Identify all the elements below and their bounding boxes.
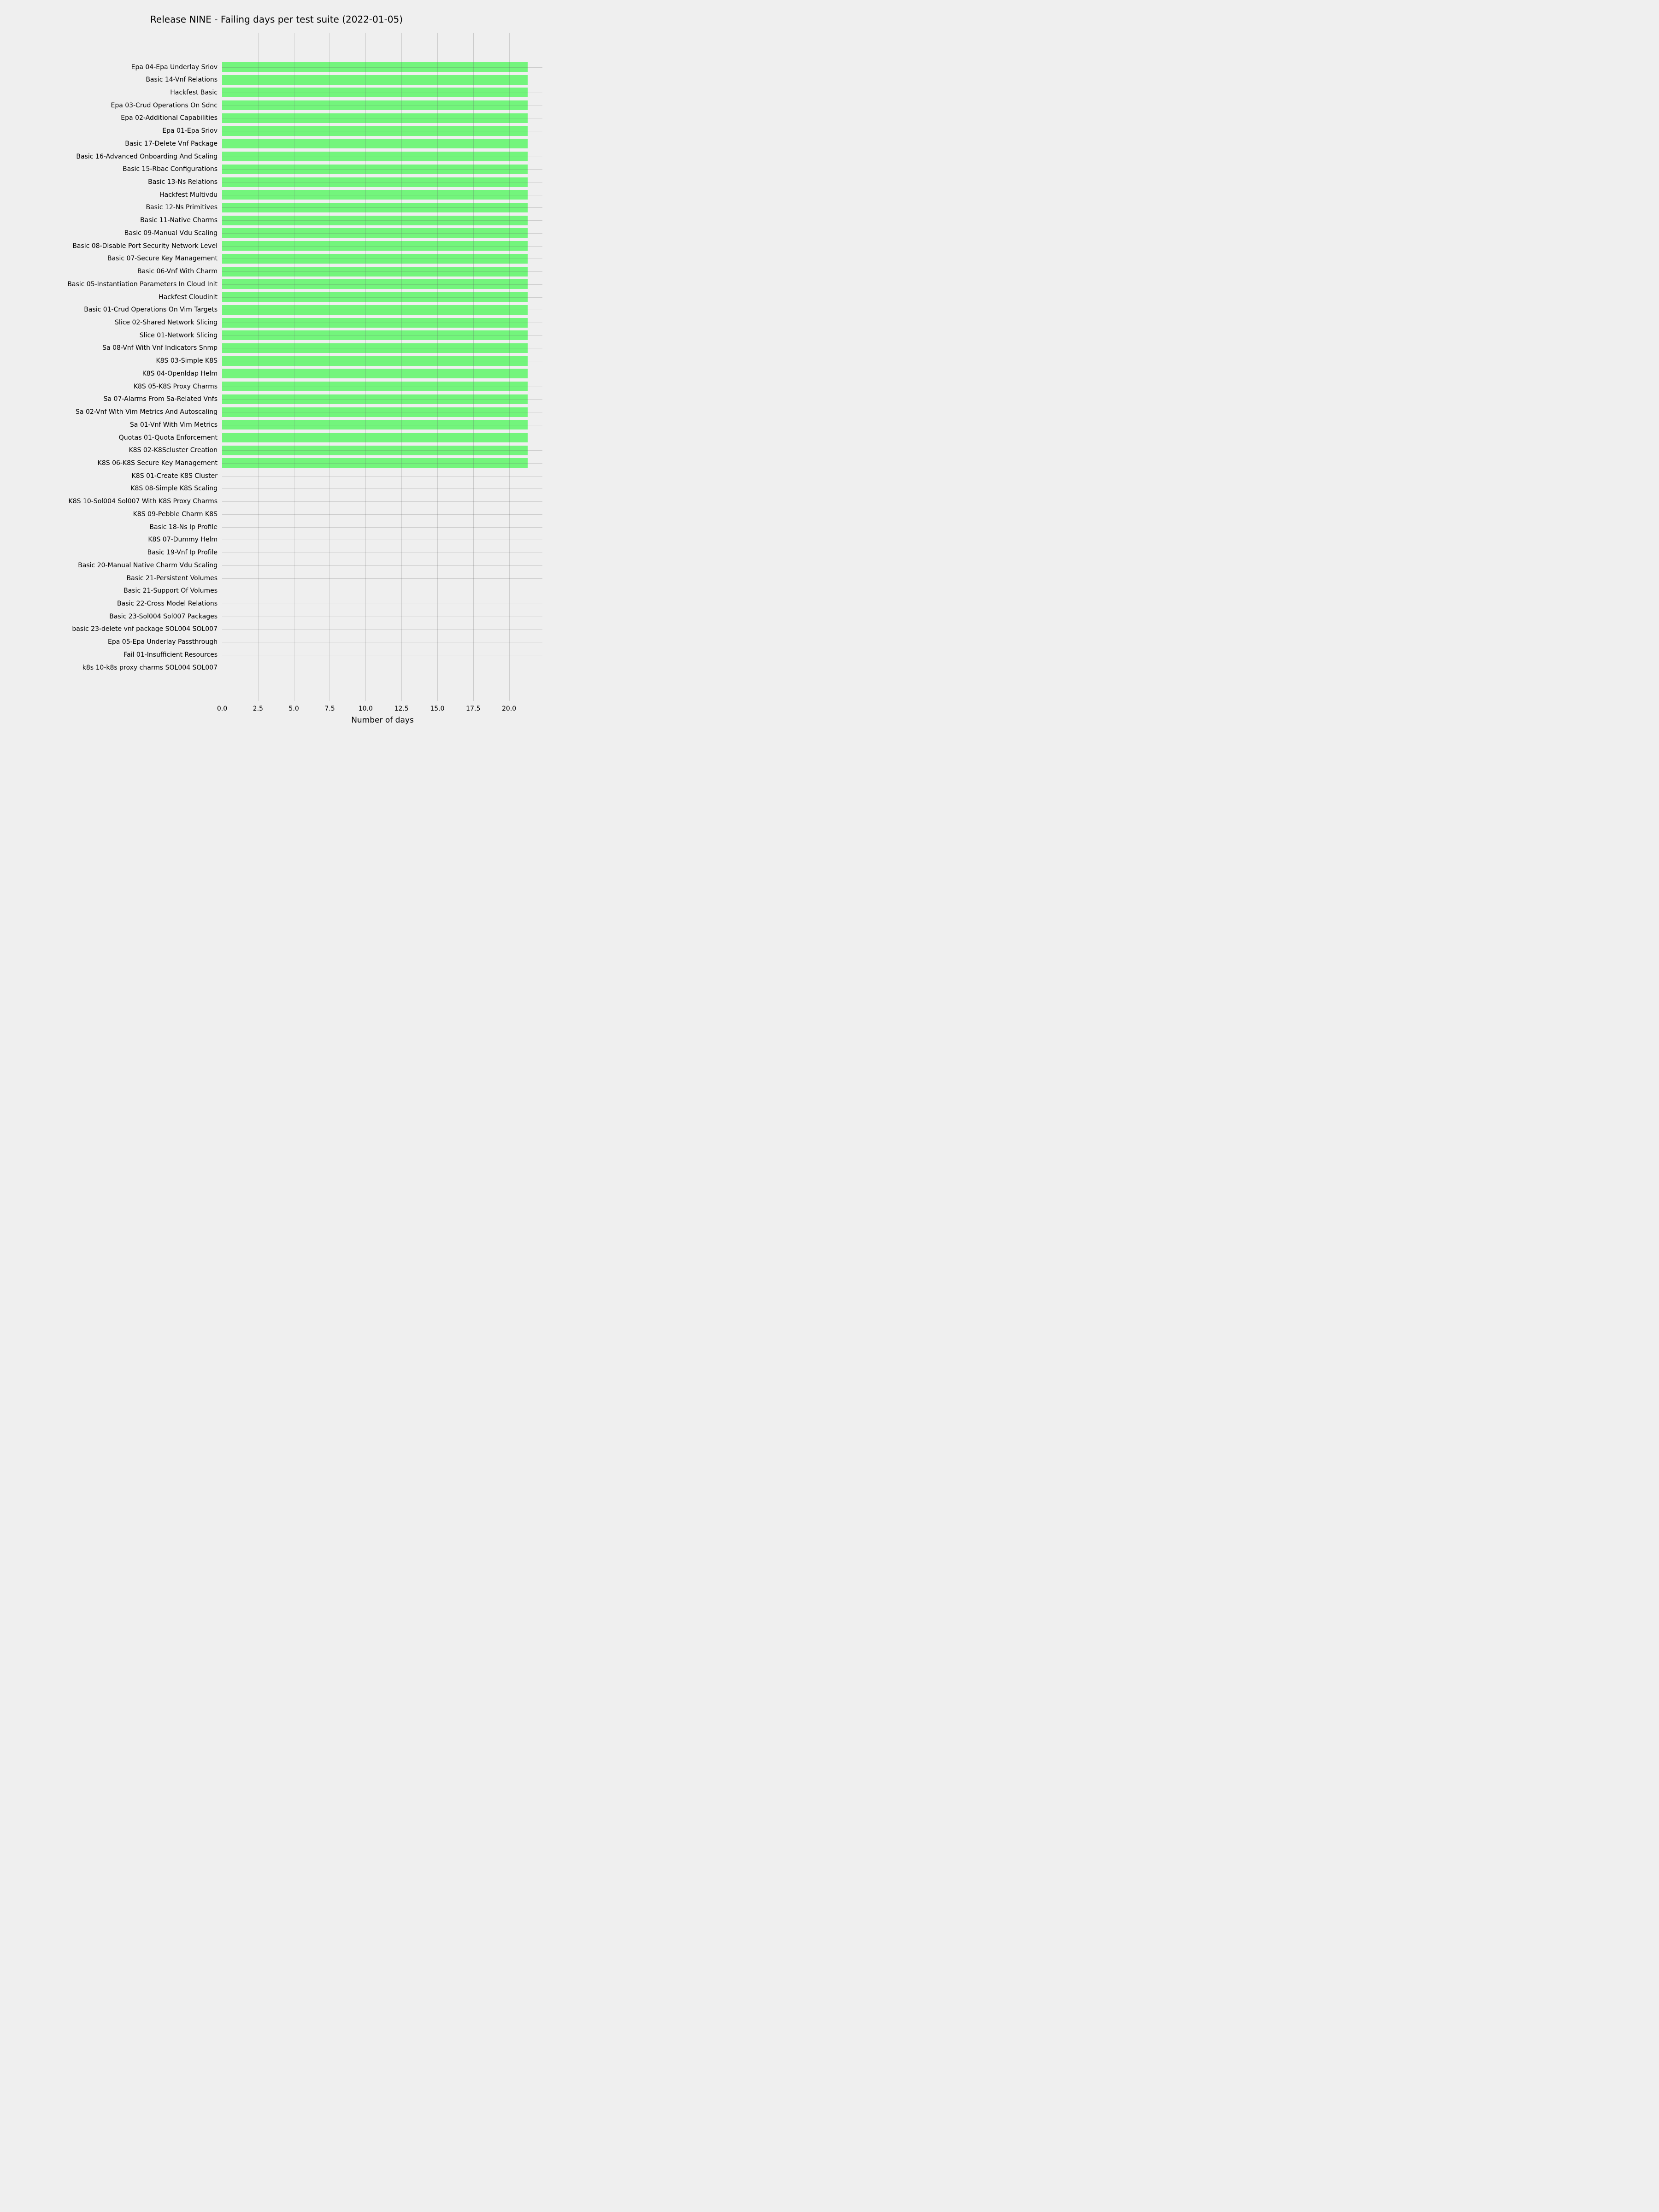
y-tick-label: k8s 10-k8s proxy charms SOL004 SOL007 — [82, 664, 218, 671]
y-gridline — [222, 207, 542, 208]
y-tick-label: K8S 04-Openldap Helm — [142, 370, 218, 377]
y-gridline — [222, 284, 542, 285]
y-tick-label: Basic 07-Secure Key Management — [107, 255, 218, 263]
y-tick-label: K8S 06-K8S Secure Key Management — [97, 459, 218, 467]
x-gridline-17.5 — [473, 33, 474, 701]
x-tick-label: 20.0 — [502, 705, 517, 712]
x-gridline-12.5 — [401, 33, 402, 701]
y-tick-label: Basic 17-Delete Vnf Package — [125, 140, 218, 147]
x-tick-label: 17.5 — [466, 705, 481, 712]
x-tick-label: 5.0 — [288, 705, 299, 712]
y-tick-label: Basic 21-Persistent Volumes — [126, 574, 218, 582]
y-tick-label: Epa 03-Crud Operations On Sdnc — [111, 101, 218, 109]
y-tick-label: Sa 08-Vnf With Vnf Indicators Snmp — [102, 344, 218, 352]
x-gridline-15.0 — [437, 33, 438, 701]
y-gridline — [222, 514, 542, 515]
y-tick-label: Quotas 01-Quota Enforcement — [118, 434, 218, 441]
y-tick-label: Sa 02-Vnf With Vim Metrics And Autoscaling — [76, 408, 218, 416]
y-tick-label: Slice 01-Network Slicing — [139, 331, 218, 339]
x-gridline-7.5 — [329, 33, 330, 701]
y-tick-label: Hackfest Cloudinit — [159, 293, 218, 301]
y-tick-label: Basic 08-Disable Port Security Network Level — [72, 242, 218, 250]
y-gridline — [222, 501, 542, 502]
y-tick-label: K8S 10-Sol004 Sol007 With K8S Proxy Charms — [68, 498, 218, 506]
y-tick-label: Epa 05-Epa Underlay Passthrough — [108, 638, 218, 646]
y-gridline — [222, 335, 542, 336]
y-tick-label: K8S 02-K8Scluster Creation — [129, 447, 218, 454]
y-gridline — [222, 271, 542, 272]
y-tick-label: Basic 12-Ns Primitives — [146, 204, 218, 212]
y-tick-label: Epa 02-Additional Capabilities — [121, 114, 218, 122]
y-gridline — [222, 527, 542, 528]
y-tick-label: Basic 09-Manual Vdu Scaling — [124, 229, 218, 237]
y-gridline — [222, 488, 542, 489]
y-gridline — [222, 476, 542, 477]
y-tick-label: Basic 14-Vnf Relations — [146, 76, 218, 84]
y-tick-label: Sa 01-Vnf With Vim Metrics — [129, 421, 218, 429]
y-gridline — [222, 450, 542, 451]
y-tick-label: Basic 18-Ns Ip Profile — [149, 523, 218, 531]
y-gridline — [222, 463, 542, 464]
y-tick-label: Basic 11-Native Charms — [140, 217, 218, 224]
y-tick-label: Basic 21-Support Of Volumes — [124, 587, 218, 595]
y-tick-label: Basic 05-Instantiation Parameters In Cloud Init — [67, 280, 218, 288]
x-tick-label: 10.0 — [358, 705, 373, 712]
y-gridline — [222, 578, 542, 579]
x-tick-label: 2.5 — [253, 705, 263, 712]
y-tick-label: Hackfest Basic — [170, 88, 218, 96]
y-tick-label: Basic 20-Manual Native Charm Vdu Scaling — [78, 561, 218, 569]
x-tick-label: 12.5 — [394, 705, 409, 712]
y-tick-label: Basic 23-Sol004 Sol007 Packages — [109, 612, 218, 620]
y-tick-label: Hackfest Multivdu — [159, 191, 218, 199]
y-gridline — [222, 565, 542, 566]
y-tick-label: Basic 22-Cross Model Relations — [117, 600, 218, 607]
y-tick-label: Basic 16-Advanced Onboarding And Scaling — [76, 153, 218, 160]
y-gridline — [222, 297, 542, 298]
y-gridline — [222, 169, 542, 170]
chart-title: Release NINE - Failing days per test suite (2022-01-05) — [150, 14, 403, 25]
y-tick-label: K8S 01-Create K8S Cluster — [131, 472, 218, 480]
x-tick-label: 0.0 — [217, 705, 228, 712]
y-tick-label: Basic 01-Crud Operations On Vim Targets — [84, 306, 218, 314]
x-tick-label: 7.5 — [324, 705, 335, 712]
y-tick-label: K8S 09-Pebble Charm K8S — [133, 510, 218, 518]
y-tick-label: Basic 13-Ns Relations — [148, 178, 218, 186]
plot-area — [222, 33, 542, 701]
y-tick-label: K8S 07-Dummy Helm — [148, 536, 218, 544]
y-tick-label: Epa 04-Epa Underlay Sriov — [131, 63, 218, 71]
y-tick-label: Slice 02-Shared Network Slicing — [115, 319, 218, 326]
y-tick-label: basic 23-delete vnf package SOL004 SOL007 — [72, 625, 218, 633]
y-tick-label: Epa 01-Epa Sriov — [162, 127, 218, 135]
x-gridline-20.0 — [509, 33, 510, 701]
y-gridline — [222, 233, 542, 234]
x-gridline-10.0 — [365, 33, 366, 701]
y-tick-label: Basic 06-Vnf With Charm — [137, 268, 218, 276]
y-tick-label: K8S 03-Simple K8S — [156, 357, 218, 365]
y-tick-label: Basic 15-Rbac Configurations — [123, 165, 218, 173]
y-gridline — [222, 399, 542, 400]
x-axis-label: Number of days — [351, 716, 414, 725]
y-tick-label: K8S 05-K8S Proxy Charms — [133, 382, 218, 390]
failing-days-bar-chart — [0, 0, 553, 737]
y-gridline — [222, 246, 542, 247]
y-tick-label: K8S 08-Simple K8S Scaling — [130, 485, 218, 493]
y-tick-label: Basic 19-Vnf Ip Profile — [147, 549, 218, 557]
y-gridline — [222, 220, 542, 221]
y-tick-label: Fail 01-Insufficient Resources — [124, 651, 218, 659]
x-gridline-2.5 — [258, 33, 259, 701]
y-tick-label: Sa 07-Alarms From Sa-Related Vnfs — [103, 395, 218, 403]
y-gridline — [222, 67, 542, 68]
x-tick-label: 15.0 — [430, 705, 445, 712]
